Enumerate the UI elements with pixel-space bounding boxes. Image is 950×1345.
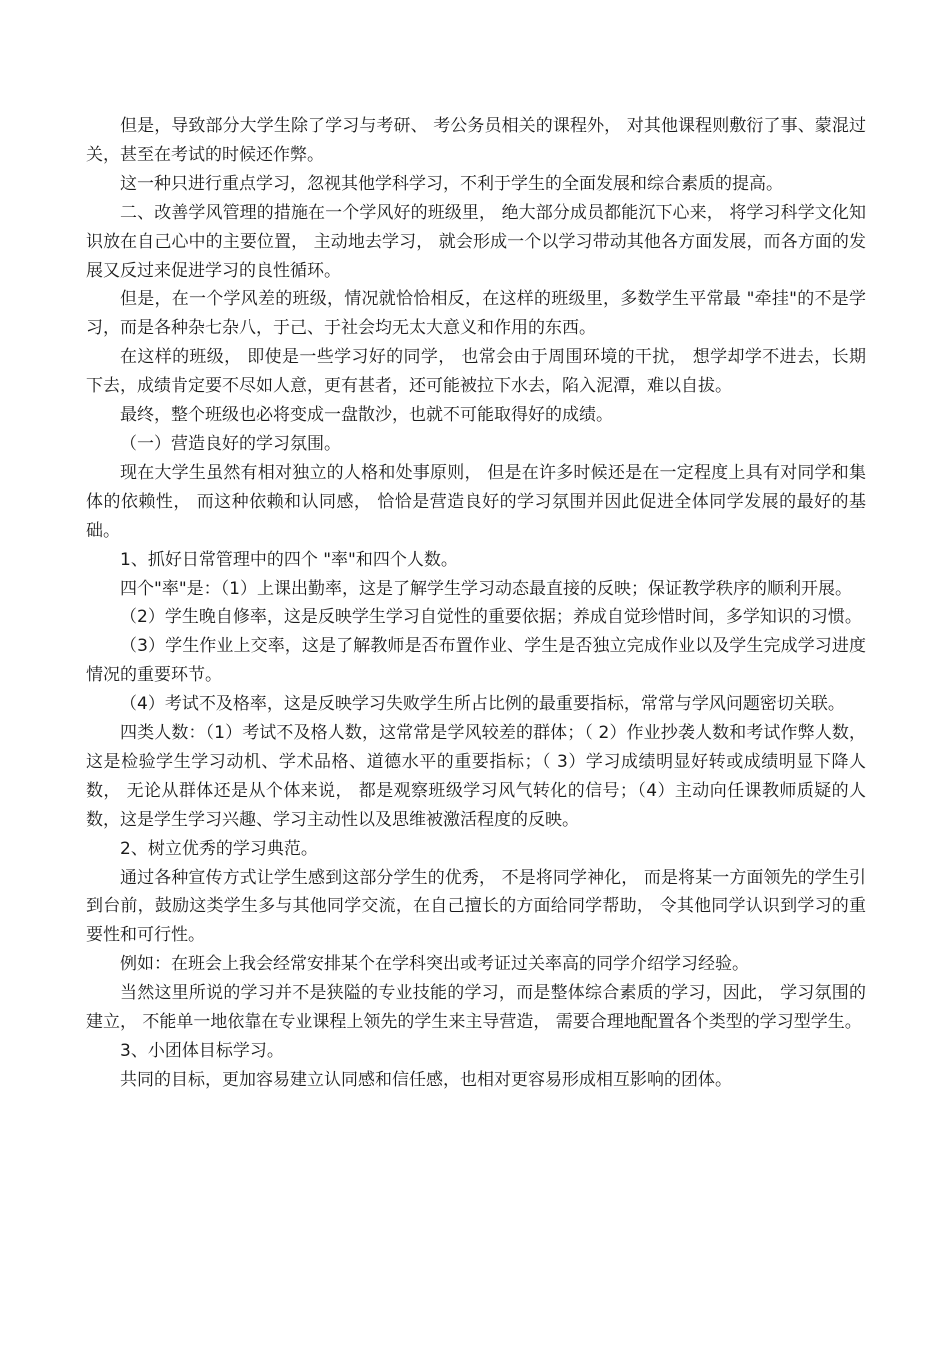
paragraph: 但是，在一个学风差的班级，情况就恰恰相反，在这样的班级里，多数学生平常最 "牵挂"的不是学习，而是各种杂七杂八，于己、于社会均无太大意义和作用的东西。 <box>86 289 866 339</box>
paragraph: 在这样的班级， 即使是一些学习好的同学， 也常会由于周围环境的干扰， 想学却学不进去，长期下去，成绩肯定要不尽如人意，更有甚者，还可能被拉下水去，陷入泥潭，难以自拔。 <box>86 347 866 397</box>
paragraph: 但是，导致部分大学生除了学习与考研、 考公务员相关的课程外， 对其他课程则敷衍了事、蒙混过关，甚至在考试的时候还作弊。 <box>86 116 866 165</box>
document-page <box>86 112 866 1095</box>
paragraph: 最终，整个班级也必将变成一盘散沙，也就不可能取得好的成绩。 <box>120 405 613 426</box>
paragraph: 通过各种宣传方式让学生感到这部分学生的优秀， 不是将同学神化， 而是将某一方面领先的学生引到台前，鼓励这类学生多与其他同学交流，在自己擅长的方面给同学帮助， 令其他同学认识到学习的重要性和可行性。 <box>86 867 866 946</box>
paragraph: 共同的目标，更加容易建立认同感和信任感，也相对更容易形成相互影响的团体。 <box>120 1069 732 1090</box>
paragraph: 现在大学生虽然有相对独立的人格和处事原则， 但是在许多时候还是在一定程度上具有对同学和集体的依赖性， 而这种依赖和认同感， 恰恰是营造良好的学习氛围并因此促进全体同学发展的最好的基础。 <box>86 462 866 541</box>
paragraph: 当然这里所说的学习并不是狭隘的专业技能的学习，而是整体综合素质的学习，因此， 学习氛围的建立， 不能单一地依靠在专业课程上领先的学生来主导营造， 需要合理地配置各个类型的学习型学生。 <box>86 983 866 1033</box>
paragraph: 例如：在班会上我会经常安排某个在学科突出或考证过关率高的同学介绍学习经验。 <box>120 954 749 975</box>
paragraph: （2）学生晚自修率，这是反映学生学习自觉性的重要依据；养成自觉珍惜时间，多学知识的习惯。 <box>120 607 862 628</box>
paragraph: （3）学生作业上交率，这是了解教师是否布置作业、学生是否独立完成作业以及学生完成学习进度情况的重要环节。 <box>86 636 866 686</box>
paragraph: 四类人数：（1）考试不及格人数，这常常是学风较差的群体；（ 2）作业抄袭人数和考试作弊人数，这是检验学生学习动机、学术品格、道德水平的重要指标；（ 3）学习成绩明显好转或成绩明显下降人数， 无论从群体还是从个体来说， 都是观察班级学习风气转化的信号；（4）主动向任课教师质疑的人数，这是学生学习兴趣、学习主动性以及思维被激活程度的反映。 <box>86 723 866 830</box>
paragraph: 二、改善学风管理的措施在一个学风好的班级里， 绝大部分成员都能沉下心来， 将学习科学文化知识放在自己心中的主要位置， 主动地去学习， 就会形成一个以学习带动其他各方面发展，而各方面的发展又反过来促进学习的良性循环。 <box>86 202 866 281</box>
paragraph: 四个"率"是：（1）上课出勤率，这是了解学生学习动态最直接的反映；保证教学秩序的顺利开展。 <box>120 578 852 599</box>
section-heading: （一）营造良好的学习氛围。 <box>120 433 341 454</box>
subsection-heading: 3、小团体目标学习。 <box>120 1041 284 1061</box>
paragraph: （4）考试不及格率，这是反映学习失败学生所占比例的最重要指标，常常与学风问题密切关联。 <box>120 694 845 715</box>
subsection-heading: 2、树立优秀的学习典范。 <box>120 838 318 859</box>
paragraph: 这一种只进行重点学习，忽视其他学科学习，不利于学生的全面发展和综合素质的提高。 <box>120 173 783 194</box>
subsection-heading: 1、抓好日常管理中的四个 "率"和四个人数。 <box>120 549 458 570</box>
